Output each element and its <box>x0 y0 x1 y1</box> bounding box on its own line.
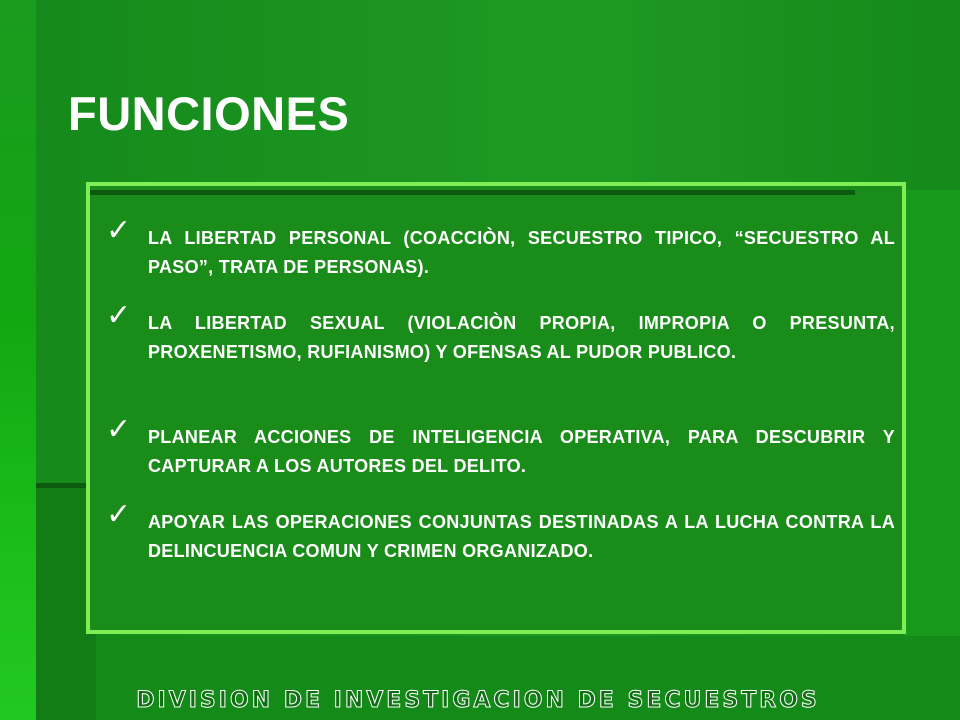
checkmark-icon: ✓ <box>106 213 132 248</box>
list-item-text: LA LIBERTAD PERSONAL (COACCIÒN, SECUESTRO TIPICO, “SECUESTRO AL PASO”, TRATA DE PERSONAS). <box>148 228 895 277</box>
left-accent-band <box>0 0 36 720</box>
content-frame <box>86 182 906 634</box>
list-item-text: APOYAR LAS OPERACIONES CONJUNTAS DESTINADAS A LA LUCHA CONTRA LA DELINCUENCIA COMUN Y CRIMEN ORGANIZADO. <box>148 512 895 561</box>
slide-title: FUNCIONES <box>68 87 350 140</box>
checkmark-icon: ✓ <box>106 412 132 447</box>
list-item-text: LA LIBERTAD SEXUAL (VIOLACIÒN PROPIA, IMPROPIA O PRESUNTA, PROXENETISMO, RUFIANISMO) Y OFENSAS AL PUDOR PUBLICO. <box>148 313 895 362</box>
checkmark-icon: ✓ <box>106 298 132 333</box>
list-item-text: PLANEAR ACCIONES DE INTELIGENCIA OPERATIVA, PARA DESCUBRIR Y CAPTURAR A LOS AUTORES DEL DELITO. <box>148 427 895 476</box>
divider-line-top <box>90 190 855 195</box>
footer-banner: DIVISION DE INVESTIGACION DE SECUESTROS <box>136 688 820 713</box>
bullet-list <box>90 186 902 630</box>
checkmark-icon: ✓ <box>106 497 132 532</box>
